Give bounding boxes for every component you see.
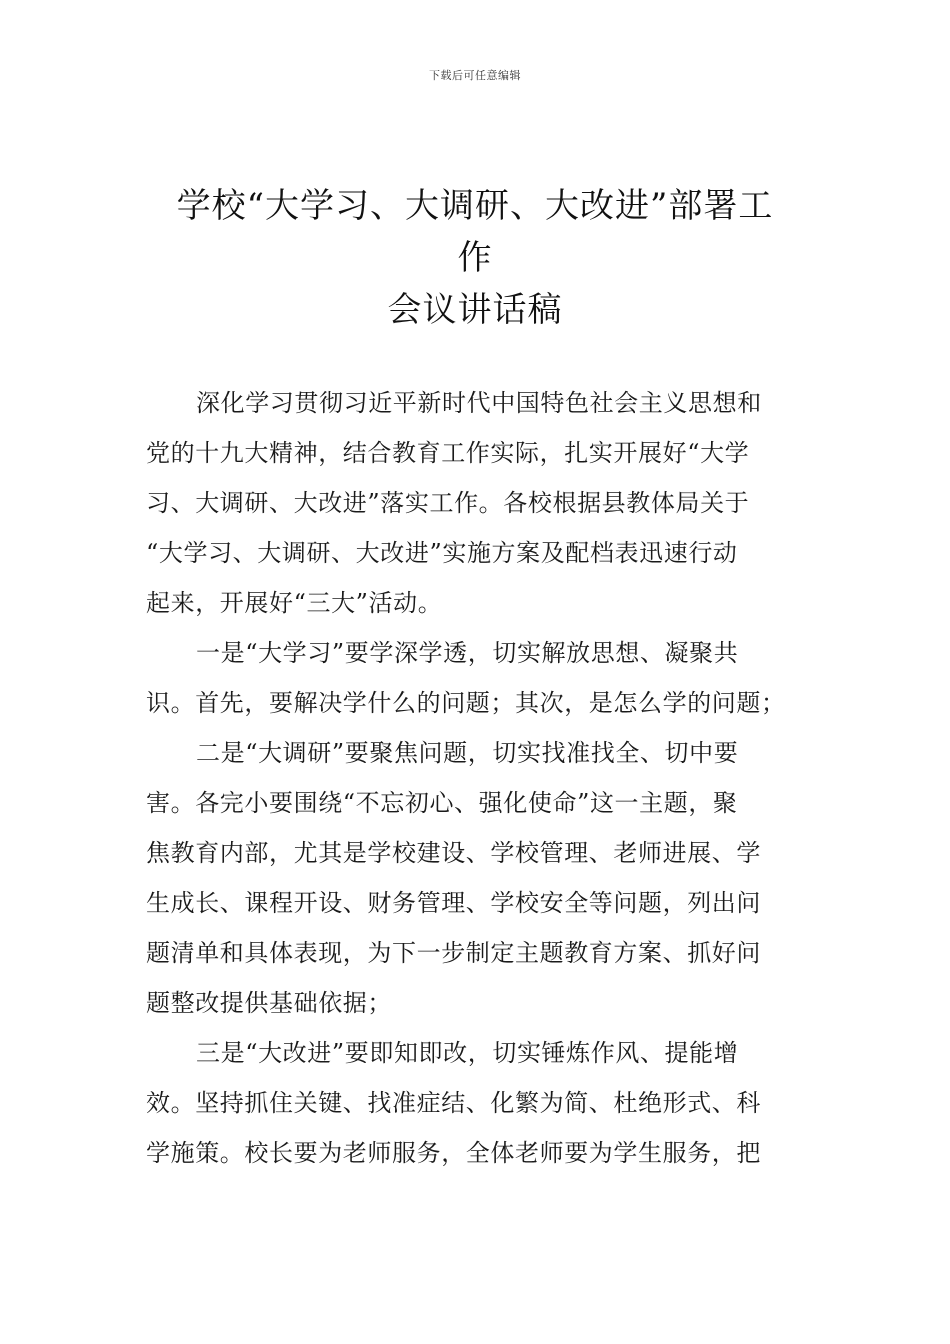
body-line: 党的十九大精神，结合教育工作实际，扎实开展好“大学 <box>146 439 750 467</box>
title-line-1: 学校“大学习、大调研、大改进”部署工 <box>176 186 774 226</box>
header-note: 下载后可任意编辑 <box>429 69 521 82</box>
body-line: 学施策。校长要为老师服务，全体老师要为学生服务，把 <box>146 1139 761 1167</box>
body-line: 题整改提供基础依据； <box>146 989 392 1017</box>
body-line: 二是“大调研”要聚焦问题，切实找准找全、切中要 <box>196 739 739 767</box>
body-line: 深化学习贯彻习近平新时代中国特色社会主义思想和 <box>196 389 762 417</box>
body-line: 习、大调研、大改进”落实工作。各校根据县教体局关于 <box>146 489 750 517</box>
body-line: 焦教育内部，尤其是学校建设、学校管理、老师进展、学 <box>146 839 761 867</box>
body-line: 三是“大改进”要即知即改，切实锤炼作风、提能增 <box>196 1039 739 1067</box>
body-line: 识。首先，要解决学什么的问题；其次，是怎么学的问题； <box>146 689 786 717</box>
body-line: 效。坚持抓住关键、找准症结、化繁为简、杜绝形式、科 <box>146 1089 761 1117</box>
title-line-3: 会议讲话稿 <box>387 290 563 330</box>
body-line: 起来，开展好“三大”活动。 <box>146 589 443 617</box>
body-line: 害。各完小要围绕“不忘初心、强化使命”这一主题，聚 <box>146 789 738 817</box>
body-text <box>146 378 796 1178</box>
body-line: “大学习、大调研、大改进”实施方案及配档表迅速行动 <box>146 539 738 567</box>
body-line: 一是“大学习”要学深学透，切实解放思想、凝聚共 <box>196 639 739 667</box>
body-line: 生成长、课程开设、财务管理、学校安全等问题，列出问 <box>146 889 761 917</box>
title-line-2: 作 <box>457 238 493 278</box>
body-line: 题清单和具体表现，为下一步制定主题教育方案、抓好问 <box>146 939 761 967</box>
document-title <box>140 180 810 336</box>
